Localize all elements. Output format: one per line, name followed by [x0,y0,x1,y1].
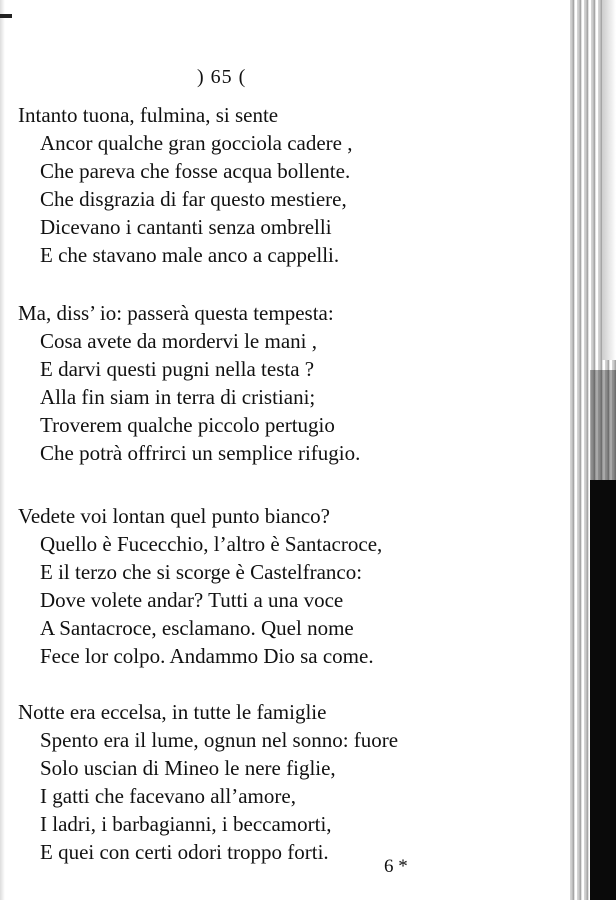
page-number: ) 65 ( [197,66,247,88]
verse-line: Notte era eccelsa, in tutte le famiglie [18,700,327,724]
stanza-1 [18,101,353,269]
verse-line: Che pareva che fosse acqua bollente. [40,159,351,183]
verse-line: Dicevano i cantanti senza ombrelli [40,215,332,239]
stanza-4 [18,698,398,866]
verse-line: Quello è Fucecchio, l’altro è Santacroce, [40,532,383,556]
verse-line: Spento era il lume, ognun nel sonno: fuore [40,728,399,752]
verse-line: I ladri, i barbagianni, i beccamorti, [40,812,332,836]
verse-line: Solo uscian di Mineo le nere figlie, [40,756,336,780]
verse-line: Che disgrazia di far questo mestiere, [40,187,347,211]
verse-line: Che potrà offrirci un semplice rifugio. [40,441,361,465]
verse-line: Fece lor colpo. Andammo Dio sa come. [40,644,374,668]
verse-line: E il terzo che si scorge è Castelfranco: [40,560,363,584]
verse-line: E quei con certi odori troppo forti. [40,840,329,864]
verse-line: E che stavano male anco a cappelli. [40,243,340,267]
verse-line: Alla fin siam in terra di cristiani; [40,385,316,409]
verse-line: A Santacroce, esclamano. Quel nome [40,616,354,640]
signature-mark: 6 * [384,856,408,877]
verse-line: I gatti che facevano all’amore, [40,784,296,808]
edge-shadow-dark [590,480,616,900]
edge-shade [602,0,616,360]
verse-line: Ancor qualche gran gocciola cadere , [40,131,353,155]
edge-shadow [590,370,616,480]
verse-line: Troverem qualche piccolo pertugio [40,413,335,437]
verse-line: E darvi questi pugni nella testa ? [40,357,315,381]
stanza-3 [18,502,382,670]
verse-line: Intanto tuona, fulmina, si sente [18,103,279,127]
stanza-2 [18,299,360,467]
corner-mark [0,14,12,18]
page-left-edge [0,0,5,900]
verse-line: Cosa avete da mordervi le mani , [40,329,317,353]
verse-line: Dove volete andar? Tutti a una voce [40,588,344,612]
verse-line: Ma, diss’ io: passerà questa tempesta: [18,301,334,325]
verse-line: Vedete voi lontan quel punto bianco? [18,504,330,528]
book-page-edges [568,0,616,900]
